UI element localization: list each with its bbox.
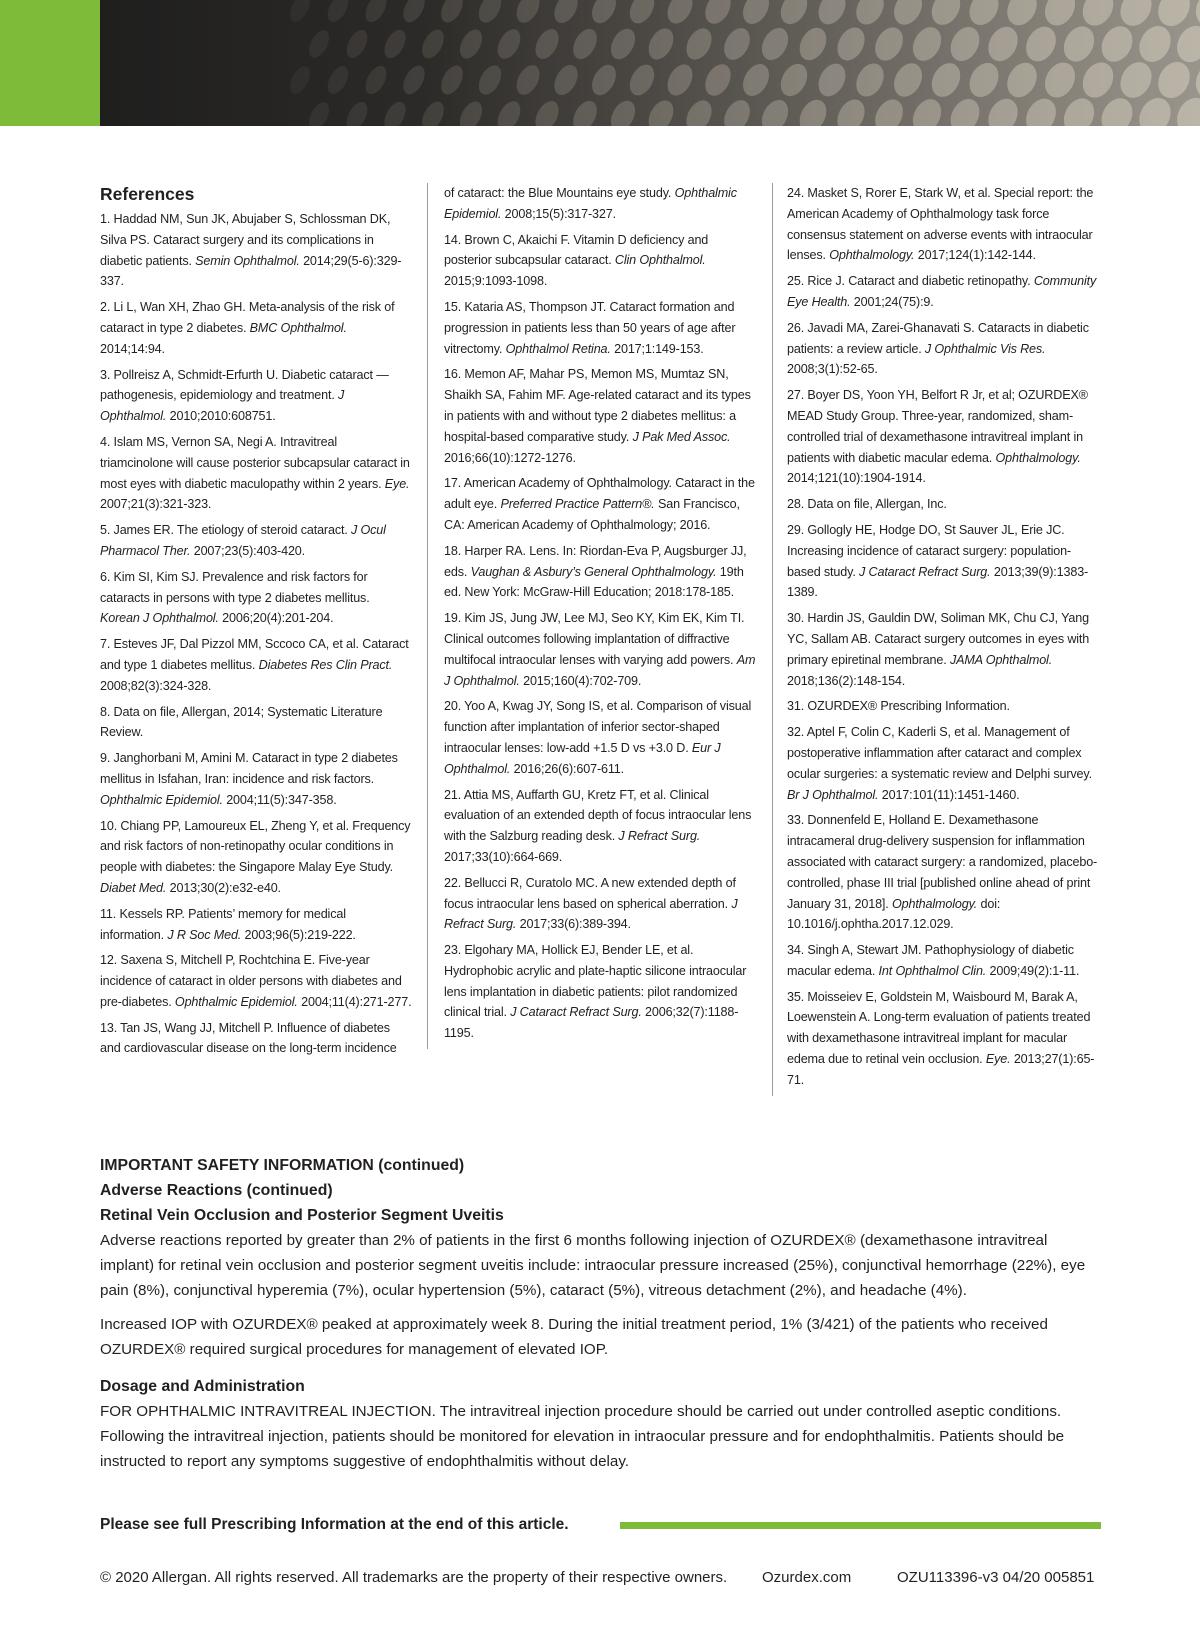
header-banner [0, 0, 1200, 126]
banner-oval [512, 0, 544, 27]
banner-oval [1114, 57, 1157, 104]
banner-oval [832, 95, 870, 126]
reference-item: 34. Singh A, Stewart JM. Pathophysiology of diabetic macular edema. Int Ophthalmol Clin. 2009;49(2):1-11. [787, 943, 1080, 978]
reference-item: 8. Data on file, Allergan, 2014; Systematic Literature Review. [100, 704, 383, 740]
banner-oval [794, 95, 831, 126]
banner-oval [455, 26, 486, 63]
banner-oval [418, 26, 449, 62]
references-column-3 [772, 183, 1103, 1096]
banner-oval [775, 59, 812, 100]
reference-item: 23. Elgohary MA, Hollick EJ, Bender LE, et al. Hydrophobic acrylic and plate-haptic silicone intraocular lens implantation in diabetic patients: pilot randomized clinical trial. J Cataract Refract Surg. 2006;32(7):1188-1195. [444, 943, 747, 1041]
banner-oval [380, 98, 410, 126]
banner-oval [493, 25, 525, 62]
banner-oval [531, 25, 564, 63]
reference-item: 15. Kataria AS, Thompson JT. Cataract formation and progression in patients less than 50 years of age after vitrectomy. Ophthalmol Retina. 2017;1:149-153. [444, 299, 736, 356]
green-accent-block [0, 0, 100, 126]
reference-item: 2. Li L, Wan XH, Zhao GH. Meta-analysis of the risk of cataract in type 2 diabetes. BMC Ophthalmol. 2014;14:94. [100, 300, 395, 356]
adverse-reactions-heading: Adverse Reactions (continued) [100, 1182, 333, 1199]
banner-oval [587, 61, 621, 100]
banner-oval [870, 95, 909, 126]
banner-oval [1001, 58, 1042, 103]
banner-oval [625, 0, 659, 28]
banner-oval [606, 25, 640, 64]
banner-oval [813, 0, 851, 29]
banner-oval [719, 24, 755, 65]
banner-oval [888, 58, 927, 101]
banner-oval [662, 0, 697, 28]
banner-oval [775, 0, 812, 29]
banner-oval [342, 27, 371, 62]
rvo-uveitis-heading: Retinal Vein Occlusion and Posterior Segment Uveitis [100, 1207, 504, 1224]
references-heading: References [100, 184, 195, 204]
banner-oval [926, 58, 966, 102]
banner-oval [305, 27, 334, 61]
banner-oval [757, 95, 794, 126]
reference-item: 12. Saxena S, Mitchell P, Rochtchina E. Five-year incidence of cataract in older persons with diabetes and pre-diabetes. Ophthalmic Epidemiol. 2004;11(4):271-277. [100, 953, 412, 1009]
banner-oval [568, 97, 601, 126]
banner-oval [1096, 21, 1139, 67]
banner-oval [606, 97, 640, 126]
banner-oval [738, 0, 774, 28]
reference-item: 28. Data on file, Allergan, Inc. [787, 497, 947, 512]
banner-oval [531, 97, 564, 126]
banner-oval [1133, 21, 1177, 68]
banner-oval [550, 61, 583, 99]
banner-oval [964, 0, 1004, 30]
banner-oval [324, 0, 353, 25]
banner-oval [907, 94, 946, 126]
banner-oval [437, 62, 468, 98]
banner-oval [813, 59, 851, 101]
reference-item: 7. Esteves JF, Dal Pizzol MM, Sccoco CA, et al. Cataract and type 1 diabetes mellitus. Diabetes Res Clin Pract. 2008;82(3):324-328. [100, 637, 409, 693]
banner-oval [681, 96, 716, 126]
reference-item: 30. Hardin JS, Gauldin DW, Soliman MK, Chu CJ, Yang YC, Sallam AB. Cataract surgery outcomes in eyes with primary epiretinal membrane. JAMA Ophthalmol. 2018;136(2):148-154. [787, 611, 1090, 688]
banner-oval [983, 22, 1024, 67]
reference-item: 16. Memon AF, Mahar PS, Memon MS, Mumtaz SN, Shaikh SA, Fahim MF. Age-related cataract and its types in patients with and without type 2 diabetes mellitus: a hospital-based comparative study. J Pak Med Assoc. 2016;66(10):1272-1276. [444, 367, 751, 465]
website-link[interactable]: Ozurdex.com [762, 1569, 852, 1586]
safety-heading: IMPORTANT SAFETY INFORMATION (continued) [100, 1157, 465, 1174]
reference-item: 27. Boyer DS, Yoon YH, Belfort R Jr, et al; OZURDEX® MEAD Study Group. Three-year, randomized, sham-controlled trial of dexamethasone intravitreal implant in patients with diabetic macular edema. Ophthalmology. 2014;121(10):1904-1914. [787, 388, 1088, 486]
reference-item: 1. Haddad NM, Sun JK, Abujaber S, Schlossman DK, Silva PS. Cataract surgery and its complications in diabetic patients. Semin Ophthalmol. 2014;29(5-6):329-337. [100, 212, 402, 289]
banner-oval [1171, 20, 1200, 68]
reference-item: 17. American Academy of Ophthalmology. Cataract in the adult eye. Preferred Practice Pattern®. San Francisco, CA: American Academy of Ophthalmology; 2016. [444, 476, 755, 532]
banner-oval [418, 98, 449, 126]
reference-item: of cataract: the Blue Mountains eye study. Ophthalmic Epidemiol. 2008;15(5):317-327. [444, 186, 737, 221]
reference-item: 25. Rice J. Cataract and diabetic retinopathy. Community Eye Health. 2001;24(75):9. [787, 274, 1097, 309]
reference-item: 18. Harper RA. Lens. In: Riordan-Eva P, Augsburger JJ, eds. Vaughan & Asbury’s General Ophthalmology. 19th ed. New York: McGraw-Hill Education; 2018:178-185. [444, 543, 747, 600]
banner-oval [1058, 93, 1100, 126]
reference-item: 10. Chiang PP, Lamoureux EL, Zheng Y, et al. Frequency and risk factors of non-retinopathy ocular conditions in people with diabetes: the Singapore Malay Eye Study. Diabet Med. 2013;30(2):e32-e40. [100, 818, 411, 895]
reference-item: 6. Kim SI, Kim SJ. Prevalence and risk factors for cataracts in persons with type 2 diabetes mellitus. Korean J Ophthalmol. 2006;20(4):201-204. [100, 569, 370, 626]
banner-oval [474, 0, 506, 26]
banner-oval [681, 24, 716, 64]
banner-oval [1077, 0, 1120, 31]
banner-oval [587, 0, 621, 27]
prescribing-info-callout [100, 1513, 1100, 1537]
reference-item: 35. Moisseiev E, Goldstein M, Waisbourd M, Barak A, Loewenstein A. Long-term evaluation of patients treated with dexamethasone intravitreal implant for macular edema due to retinal vein occlusion. Eye. 2013;27(1):65-71. [787, 989, 1095, 1087]
banner-oval [832, 23, 870, 65]
reference-item: 14. Brown C, Akaichi F. Vitamin D deficiency and posterior subcapsular cataract. Clin Ophthalmol. 2015;9:1093-1098. [444, 232, 709, 289]
banner-oval [437, 0, 468, 26]
banner-oval [361, 0, 391, 26]
banner-oval [888, 0, 927, 30]
banner-oval [964, 58, 1004, 102]
prescribing-info-text: Please see full Prescribing Information at the end of this article. [100, 1516, 569, 1533]
copyright-text: © 2020 Allergan. All rights reserved. All trademarks are the property of their respective owners. [100, 1569, 728, 1586]
banner-oval [399, 62, 429, 98]
banner-oval [1020, 93, 1061, 126]
banner-oval [493, 97, 525, 126]
banner-oval [399, 0, 429, 26]
banner-oval [662, 60, 697, 100]
banner-oval [286, 0, 314, 25]
reference-item: 32. Aptel F, Colin C, Kaderli S, et al. Management of postoperative inflammation after cataract and complex ocular surgeries: a systematic review and Delphi survey. Br J Ophthalmol. 2017:101(11):1451-1460. [787, 725, 1092, 802]
reference-item: 11. Kessels RP. Patients’ memory for medical information. J R Soc Med. 2003;96(5):219-222. [100, 906, 356, 942]
reference-item: 13. Tan JS, Wang JJ, Mitchell P. Influence of diabetes and cardiovascular disease on the long-term incidence [100, 1020, 397, 1056]
banner-oval [926, 0, 966, 30]
reference-item: 26. Javadi MA, Zarei-Ghanavati S. Cataracts in diabetic patients: a review article. J Ophthalmic Vis Res. 2008;3(1):52-65. [787, 320, 1089, 377]
banner-oval [945, 94, 985, 126]
banner-oval [644, 24, 679, 63]
banner-oval [851, 59, 889, 102]
iop-paragraph: Increased IOP with OZURDEX® peaked at approximately week 8. During the initial treatment period, 1% (3/421) of the patients who received OZURDEX® required surgical procedures for management of elevated IOP. [100, 1316, 1048, 1358]
reference-item: 21. Attia MS, Auffarth GU, Kretz FT, et al. Clinical evaluation of an extended depth of focus intraocular lens with the Salzburg reading desk. J Refract Surg. 2017;33(10):664-669. [444, 787, 752, 864]
green-rule [620, 1522, 1101, 1529]
references-section [100, 183, 1100, 1113]
banner-oval [870, 23, 909, 66]
banner-oval [1039, 57, 1081, 103]
banner-oval [361, 62, 391, 97]
banner-oval [1152, 56, 1196, 103]
reference-item: 9. Janghorbani M, Amini M. Cataract in type 2 diabetes mellitus in Isfahan, Iran: incidence and risk factors. Ophthalmic Epidemiol. 2004;11(5):347-358. [100, 751, 398, 807]
banner-oval [945, 22, 985, 66]
banner-oval [700, 0, 736, 28]
reference-item: 3. Pollreisz A, Schmidt-Erfurth U. Diabetic cataract — pathogenesis, epidemiology and treatment. J Ophthalmol. 2010;2010:608751. [100, 367, 389, 424]
banner-oval [983, 94, 1024, 126]
banner-oval [794, 23, 831, 65]
dosage-paragraph: FOR OPHTHALMIC INTRAVITREAL INJECTION. The intravitreal injection procedure should be carried out under controlled aseptic conditions. Following the intravitreal injection, patients should be monitored for elevation in intraocular pressure and for endophthalmitis. Patients should be instructed to report any symptoms suggestive of endophthalmitis without delay. [100, 1403, 1065, 1470]
decorative-oval-pattern [0, 0, 1200, 126]
banner-oval [568, 25, 601, 63]
adverse-reactions-paragraph: Adverse reactions reported by greater than 2% of patients in the first 6 months following injection of OZURDEX® (dexamethasone intravitreal implant) for retinal vein occlusion and posterior segment uveitis include: intraocular pressure increased (25%), conjunctival hemorrhage (22%), eye pain (8%), conjunctival hyperemia (7%), ocular hypertension (5%), cataract (5%), vitreous detachment (2%), and headache (4%). [100, 1232, 1086, 1299]
references-column-2 [427, 183, 758, 1049]
banner-oval [1020, 21, 1061, 66]
banner-oval [907, 22, 946, 65]
banner-oval [380, 26, 410, 61]
banner-oval [1077, 57, 1120, 103]
important-safety-information [100, 1153, 1100, 1483]
reference-item: 29. Gollogly HE, Hodge DO, St Sauver JL, Erie JC. Increasing incidence of cataract surgery: population-based study. J Cataract Refract Surg. 2013;39(9):1383-1389. [787, 522, 1089, 600]
banner-oval [512, 61, 544, 98]
banner-oval [1039, 0, 1081, 31]
banner-oval [305, 99, 334, 126]
reference-item: 19. Kim JS, Jung JW, Lee MJ, Seo KY, Kim EK, Kim TI. Clinical outcomes following implantation of diffractive multifocal intraocular lenses with varying add powers. Am J Ophthalmol. 2015;160(4):702-709. [444, 611, 756, 688]
reference-item: 24. Masket S, Rorer E, Stark W, et al. Special report: the American Academy of Ophthalmology task force consensus statement on adverse events with intraocular lenses. Ophthalmology. 2017;124(1):142-144. [787, 186, 1094, 263]
banner-oval [644, 96, 679, 126]
reference-item: 4. Islam MS, Vernon SA, Negi A. Intravitreal triamcinolone will cause posterior subcapsular cataract in most eyes with diabetic maculopathy within 2 years. Eye. 2007;21(3):321-323. [100, 434, 410, 512]
banner-oval [1001, 0, 1042, 30]
banner-oval [719, 96, 755, 126]
banner-oval [1058, 21, 1100, 67]
reference-item: 5. James ER. The etiology of steroid cataract. J Ocul Pharmacol Ther. 2007;23(5):403-420. [100, 523, 386, 558]
banner-oval [625, 60, 659, 99]
dosage-heading: Dosage and Administration [100, 1378, 305, 1395]
banner-oval [1190, 56, 1200, 104]
banner-oval [851, 0, 889, 29]
reference-item: 20. Yoo A, Kwag JY, Song IS, et al. Comparison of visual function after implantation of inferior sector-shaped intraocular lenses: low-add +1.5 D vs +3.0 D. Eur J Ophthalmol. 2016;26(6):607-611. [444, 699, 752, 776]
reference-item: 33. Donnenfeld E, Holland E. Dexamethasone intracameral drug-delivery suspension for inflammation associated with cataract surgery: a randomized, placebo-controlled, phase III trial [published online ahead of print January 31, 2018]. Ophthalmology. doi: 10.1016/j.ophtha.2017.12.029. [787, 813, 1098, 932]
banner-oval [550, 0, 583, 27]
banner-oval [738, 60, 774, 101]
document-code: OZU113396-v3 04/20 005851 [897, 1569, 1095, 1586]
banner-oval [474, 62, 506, 99]
banner-oval [757, 23, 794, 64]
banner-oval [700, 60, 736, 100]
reference-item: 31. OZURDEX® Prescribing Information. [787, 699, 1010, 714]
banner-oval [342, 99, 371, 126]
banner-oval [455, 98, 486, 126]
banner-oval [324, 63, 353, 98]
reference-item: 22. Bellucci R, Curatolo MC. A new extended depth of focus intraocular lens based on spherical aberration. J Refract Surg. 2017;33(6):389-394. [444, 875, 738, 932]
references-column-1 [100, 183, 412, 1064]
banner-oval [286, 63, 314, 97]
